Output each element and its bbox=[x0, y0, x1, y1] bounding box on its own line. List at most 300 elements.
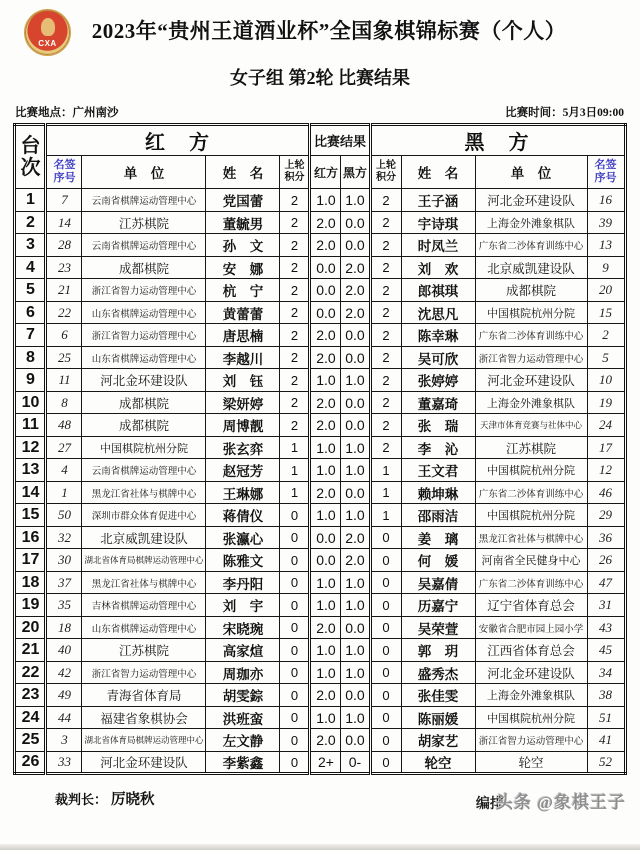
board-number: 19 bbox=[15, 594, 46, 617]
red-prev-score: 2 bbox=[280, 346, 310, 369]
black-seed-number: 29 bbox=[587, 504, 625, 527]
red-unit: 河北金环建设队 bbox=[82, 369, 206, 392]
cxa-logo-icon bbox=[24, 9, 71, 56]
board-number: 8 bbox=[15, 346, 46, 369]
red-seed-number: 44 bbox=[46, 706, 82, 729]
red-prev-score: 2 bbox=[280, 189, 310, 212]
black-seed-number: 41 bbox=[587, 729, 625, 752]
black-prev-score: 0 bbox=[370, 526, 401, 549]
red-player-name: 洪班蛮 bbox=[206, 706, 280, 729]
black-unit: 黑龙江省社体与棋牌中心 bbox=[475, 526, 587, 549]
black-result: 0.0 bbox=[341, 414, 370, 437]
board-number: 21 bbox=[15, 639, 46, 662]
red-unit: 福建省象棋协会 bbox=[82, 706, 206, 729]
red-player-name: 张玄弈 bbox=[206, 436, 280, 459]
black-player-name: 王子涵 bbox=[401, 189, 475, 212]
red-player-name: 梁妍婷 bbox=[206, 391, 280, 414]
board-number: 6 bbox=[15, 301, 46, 324]
black-result: 0.0 bbox=[341, 324, 370, 347]
black-unit: 上海金外滩象棋队 bbox=[475, 684, 587, 707]
black-player-name: 陈丽媛 bbox=[401, 706, 475, 729]
black-prev-score: 2 bbox=[370, 234, 401, 257]
red-unit: 深圳市群众体育促进中心 bbox=[82, 504, 206, 527]
black-player-name: 邵雨洁 bbox=[401, 504, 475, 527]
red-prev-score: 0 bbox=[280, 684, 310, 707]
table-head bbox=[15, 125, 625, 189]
board-number: 7 bbox=[15, 324, 46, 347]
black-unit: 河北金环建设队 bbox=[475, 661, 587, 684]
red-prev-score: 0 bbox=[280, 706, 310, 729]
black-result: 0.0 bbox=[341, 234, 370, 257]
black-unit: 轮空 bbox=[475, 751, 587, 774]
red-seed-number: 21 bbox=[46, 279, 82, 302]
red-prev-score: 0 bbox=[280, 504, 310, 527]
black-result: 0.0 bbox=[341, 616, 370, 639]
table-row bbox=[15, 391, 625, 414]
red-prev-score: 0 bbox=[280, 526, 310, 549]
black-seed-number: 31 bbox=[587, 594, 625, 617]
black-result: 0.0 bbox=[341, 391, 370, 414]
red-prev-score: 0 bbox=[280, 616, 310, 639]
black-prev-score: 2 bbox=[370, 391, 401, 414]
table-row bbox=[15, 279, 625, 302]
board-number: 23 bbox=[15, 684, 46, 707]
red-player-name: 李越川 bbox=[206, 346, 280, 369]
red-prev-score: 0 bbox=[280, 594, 310, 617]
black-seed-number: 17 bbox=[587, 436, 625, 459]
red-result: 0.0 bbox=[310, 279, 341, 302]
board-number: 3 bbox=[15, 234, 46, 257]
red-prev-score: 0 bbox=[280, 639, 310, 662]
black-unit: 辽宁省体育总会 bbox=[475, 594, 587, 617]
board-number: 18 bbox=[15, 571, 46, 594]
red-prev-score: 0 bbox=[280, 729, 310, 752]
black-player-name: 宇诗琪 bbox=[401, 211, 475, 234]
black-result: 1.0 bbox=[341, 661, 370, 684]
red-unit-header: 单 位 bbox=[82, 156, 206, 189]
chief-referee bbox=[55, 788, 155, 809]
red-seed-number: 35 bbox=[46, 594, 82, 617]
black-unit: 成都棋院 bbox=[475, 279, 587, 302]
red-unit: 黑龙江省社体与棋牌中心 bbox=[82, 571, 206, 594]
venue-value: 广州南沙 bbox=[72, 107, 119, 120]
red-seed-number: 28 bbox=[46, 234, 82, 257]
black-unit: 中国棋院杭州分院 bbox=[475, 706, 587, 729]
board-number: 2 bbox=[15, 211, 46, 234]
red-seed-number: 50 bbox=[46, 504, 82, 527]
red-result: 0.0 bbox=[310, 526, 341, 549]
red-unit: 青海省体育局 bbox=[82, 684, 206, 707]
table-row bbox=[15, 706, 625, 729]
red-unit: 山东省棋牌运动管理中心 bbox=[82, 616, 206, 639]
black-result: 1.0 bbox=[341, 504, 370, 527]
red-result: 1.0 bbox=[310, 706, 341, 729]
logo-cxa-text: CXA bbox=[38, 39, 57, 48]
black-prev-score: 1 bbox=[370, 481, 401, 504]
black-prev-score: 2 bbox=[370, 414, 401, 437]
red-result: 1.0 bbox=[310, 504, 341, 527]
red-player-name: 宋晓琬 bbox=[206, 616, 280, 639]
black-prev-score: 2 bbox=[370, 301, 401, 324]
red-prev-score: 2 bbox=[280, 279, 310, 302]
red-result: 1.0 bbox=[310, 436, 341, 459]
venue-label: 比赛地点： bbox=[15, 107, 73, 120]
board-number: 13 bbox=[15, 459, 46, 482]
red-player-name: 胡雯錝 bbox=[206, 684, 280, 707]
red-prev-score: 0 bbox=[280, 661, 310, 684]
black-unit: 河北金环建设队 bbox=[475, 189, 587, 212]
black-unit: 安徽省合肥市园上园小学 bbox=[475, 616, 587, 639]
red-seed-number: 48 bbox=[46, 414, 82, 437]
red-player-name: 周博靓 bbox=[206, 414, 280, 437]
red-seed-number: 27 bbox=[46, 436, 82, 459]
red-seed-number: 49 bbox=[46, 684, 82, 707]
red-result: 2.0 bbox=[310, 481, 341, 504]
black-unit: 广东省二沙体育训练中心 bbox=[475, 571, 587, 594]
table-row bbox=[15, 189, 625, 212]
board-number: 10 bbox=[15, 391, 46, 414]
black-unit: 河南省全民健身中心 bbox=[475, 549, 587, 572]
black-result: 2.0 bbox=[341, 279, 370, 302]
red-result: 2.0 bbox=[310, 684, 341, 707]
black-seed-number: 20 bbox=[587, 279, 625, 302]
red-prev-score: 1 bbox=[280, 459, 310, 482]
red-seed-number: 1 bbox=[46, 481, 82, 504]
black-unit: 北京威凯建设队 bbox=[475, 256, 587, 279]
black-result: 0.0 bbox=[341, 346, 370, 369]
red-player-name: 黄蕾蕾 bbox=[206, 301, 280, 324]
black-result: 0.0 bbox=[341, 211, 370, 234]
red-seed-header: 名签序号 bbox=[46, 156, 82, 189]
black-player-name: 吴荣萱 bbox=[401, 616, 475, 639]
table-row bbox=[15, 256, 625, 279]
black-name-header: 姓 名 bbox=[401, 156, 475, 189]
red-player-name: 高家煊 bbox=[206, 639, 280, 662]
red-prev-score: 2 bbox=[280, 234, 310, 257]
black-seed-number: 51 bbox=[587, 706, 625, 729]
board-number: 25 bbox=[15, 729, 46, 752]
red-result: 1.0 bbox=[310, 189, 341, 212]
table-row bbox=[15, 369, 625, 392]
black-unit: 中国棋院杭州分院 bbox=[475, 301, 587, 324]
red-seed-number: 6 bbox=[46, 324, 82, 347]
black-result: 0.0 bbox=[341, 684, 370, 707]
red-result: 0.0 bbox=[310, 256, 341, 279]
red-unit: 河北金环建设队 bbox=[82, 751, 206, 774]
red-unit: 江苏棋院 bbox=[82, 211, 206, 234]
black-player-name: 赖坤琳 bbox=[401, 481, 475, 504]
black-seed-number: 2 bbox=[587, 324, 625, 347]
red-unit: 山东省棋牌运动管理中心 bbox=[82, 346, 206, 369]
board-number: 4 bbox=[15, 256, 46, 279]
red-unit: 吉林省棋牌运动管理中心 bbox=[82, 594, 206, 617]
red-prev-score: 2 bbox=[280, 391, 310, 414]
table-row bbox=[15, 549, 625, 572]
black-seed-number: 5 bbox=[587, 346, 625, 369]
black-player-name: 张 瑞 bbox=[401, 414, 475, 437]
black-player-name: 郎祺琪 bbox=[401, 279, 475, 302]
red-prev-score: 0 bbox=[280, 549, 310, 572]
red-unit: 成都棋院 bbox=[82, 256, 206, 279]
red-prev-score: 2 bbox=[280, 324, 310, 347]
red-result: 2.0 bbox=[310, 211, 341, 234]
red-player-name: 李紫鑫 bbox=[206, 751, 280, 774]
black-prev-score: 0 bbox=[370, 549, 401, 572]
black-result: 1.0 bbox=[341, 639, 370, 662]
black-seed-number: 52 bbox=[587, 751, 625, 774]
black-prev-score: 2 bbox=[370, 436, 401, 459]
black-seed-number: 46 bbox=[587, 481, 625, 504]
black-seed-number: 47 bbox=[587, 571, 625, 594]
black-result: 0- bbox=[341, 751, 370, 774]
red-result: 1.0 bbox=[310, 594, 341, 617]
board-number: 26 bbox=[15, 751, 46, 774]
red-result: 1.0 bbox=[310, 639, 341, 662]
table-row bbox=[15, 481, 625, 504]
red-unit: 山东省棋牌运动管理中心 bbox=[82, 301, 206, 324]
time-label: 比赛时间： bbox=[505, 107, 563, 120]
black-seed-number: 19 bbox=[587, 391, 625, 414]
black-unit: 中国棋院杭州分院 bbox=[475, 459, 587, 482]
black-seed-number: 43 bbox=[587, 616, 625, 639]
red-prev-score: 2 bbox=[280, 256, 310, 279]
black-result: 2.0 bbox=[341, 256, 370, 279]
footer bbox=[55, 788, 626, 813]
table-row bbox=[15, 459, 625, 482]
toutiao-watermark: 头条 @象棋王子 bbox=[495, 793, 626, 813]
black-seed-number: 36 bbox=[587, 526, 625, 549]
black-prev-score: 2 bbox=[370, 346, 401, 369]
red-name-header: 姓 名 bbox=[206, 156, 280, 189]
black-unit: 上海金外滩象棋队 bbox=[475, 391, 587, 414]
black-prev-score: 0 bbox=[370, 751, 401, 774]
table-row bbox=[15, 414, 625, 437]
table-row bbox=[15, 324, 625, 347]
black-prev-score: 0 bbox=[370, 661, 401, 684]
black-player-name: 王文君 bbox=[401, 459, 475, 482]
black-unit: 江西省体育总会 bbox=[475, 639, 587, 662]
referee-label: 裁判长： bbox=[55, 792, 108, 808]
red-player-name: 孙 文 bbox=[206, 234, 280, 257]
black-prev-header: 上轮积分 bbox=[370, 156, 401, 189]
red-result: 2.0 bbox=[310, 346, 341, 369]
board-number: 22 bbox=[15, 661, 46, 684]
table-row bbox=[15, 301, 625, 324]
board-number: 5 bbox=[15, 279, 46, 302]
round-subtitle: 女子组 第2轮 比赛结果 bbox=[230, 68, 410, 89]
black-prev-score: 1 bbox=[370, 459, 401, 482]
red-result: 2+ bbox=[310, 751, 341, 774]
black-result: 1.0 bbox=[341, 189, 370, 212]
red-prev-score: 0 bbox=[280, 751, 310, 774]
red-seed-number: 40 bbox=[46, 639, 82, 662]
red-result: 1.0 bbox=[310, 459, 341, 482]
red-prev-score: 1 bbox=[280, 436, 310, 459]
red-seed-number: 22 bbox=[46, 301, 82, 324]
red-result: 2.0 bbox=[310, 324, 341, 347]
black-result: 1.0 bbox=[341, 706, 370, 729]
board-number: 14 bbox=[15, 481, 46, 504]
black-seed-number: 15 bbox=[587, 301, 625, 324]
black-prev-score: 2 bbox=[370, 324, 401, 347]
table-row bbox=[15, 211, 625, 234]
match-time bbox=[505, 104, 624, 120]
red-side-header: 红 方 bbox=[46, 125, 310, 156]
venue bbox=[15, 104, 119, 120]
red-seed-number: 37 bbox=[46, 571, 82, 594]
scan-edge-strip bbox=[0, 844, 640, 850]
logo-figure-icon bbox=[41, 18, 55, 36]
red-unit: 浙江省智力运动管理中心 bbox=[82, 324, 206, 347]
black-prev-score: 0 bbox=[370, 594, 401, 617]
red-result: 1.0 bbox=[310, 571, 341, 594]
red-seed-number: 4 bbox=[46, 459, 82, 482]
red-result: 2.0 bbox=[310, 729, 341, 752]
red-result: 2.0 bbox=[310, 414, 341, 437]
red-result: 2.0 bbox=[310, 391, 341, 414]
black-player-name: 董嘉琦 bbox=[401, 391, 475, 414]
red-unit: 浙江省智力运动管理中心 bbox=[82, 661, 206, 684]
red-player-name: 刘 宇 bbox=[206, 594, 280, 617]
black-result: 2.0 bbox=[341, 549, 370, 572]
arranger-line bbox=[476, 788, 626, 813]
red-unit: 浙江省智力运动管理中心 bbox=[82, 279, 206, 302]
black-prev-score: 0 bbox=[370, 729, 401, 752]
board-number: 12 bbox=[15, 436, 46, 459]
black-seed-number: 13 bbox=[587, 234, 625, 257]
black-unit: 浙江省智力运动管理中心 bbox=[475, 729, 587, 752]
black-seed-header: 名签序号 bbox=[587, 156, 625, 189]
red-seed-number: 42 bbox=[46, 661, 82, 684]
result-black-header: 黑方 bbox=[341, 156, 370, 189]
red-player-name: 安 娜 bbox=[206, 256, 280, 279]
col-board-header: 台次 bbox=[15, 125, 46, 189]
red-unit: 中国棋院杭州分院 bbox=[82, 436, 206, 459]
black-seed-number: 34 bbox=[587, 661, 625, 684]
board-number: 17 bbox=[15, 549, 46, 572]
black-player-name: 陈幸琳 bbox=[401, 324, 475, 347]
black-player-name: 张婷婷 bbox=[401, 369, 475, 392]
table-row bbox=[15, 436, 625, 459]
table-row bbox=[15, 504, 625, 527]
red-unit: 湖北省体育局棋牌运动管理中心 bbox=[82, 549, 206, 572]
red-seed-number: 18 bbox=[46, 616, 82, 639]
black-result: 2.0 bbox=[341, 301, 370, 324]
black-player-name: 轮空 bbox=[401, 751, 475, 774]
red-player-name: 李丹阳 bbox=[206, 571, 280, 594]
meta-row bbox=[15, 104, 624, 120]
black-player-name: 刘 欢 bbox=[401, 256, 475, 279]
red-seed-number: 30 bbox=[46, 549, 82, 572]
red-prev-header: 上轮积分 bbox=[280, 156, 310, 189]
red-player-name: 周珈亦 bbox=[206, 661, 280, 684]
red-seed-number: 3 bbox=[46, 729, 82, 752]
black-unit-header: 单 位 bbox=[475, 156, 587, 189]
black-prev-score: 2 bbox=[370, 189, 401, 212]
black-seed-number: 24 bbox=[587, 414, 625, 437]
black-prev-score: 1 bbox=[370, 504, 401, 527]
table-row bbox=[15, 526, 625, 549]
red-unit: 江苏棋院 bbox=[82, 639, 206, 662]
black-player-name: 吴可欣 bbox=[401, 346, 475, 369]
red-player-name: 张瀛心 bbox=[206, 526, 280, 549]
black-player-name: 何 媛 bbox=[401, 549, 475, 572]
red-player-name: 蒋倩仪 bbox=[206, 504, 280, 527]
black-seed-number: 39 bbox=[587, 211, 625, 234]
table-row bbox=[15, 594, 625, 617]
black-player-name: 郭 玥 bbox=[401, 639, 475, 662]
table-row bbox=[15, 661, 625, 684]
red-player-name: 王琳娜 bbox=[206, 481, 280, 504]
black-seed-number: 45 bbox=[587, 639, 625, 662]
black-unit: 浙江省智力运动管理中心 bbox=[475, 346, 587, 369]
red-result: 2.0 bbox=[310, 616, 341, 639]
black-player-name: 时凤兰 bbox=[401, 234, 475, 257]
red-prev-score: 2 bbox=[280, 414, 310, 437]
board-number: 20 bbox=[15, 616, 46, 639]
black-result: 1.0 bbox=[341, 369, 370, 392]
black-prev-score: 0 bbox=[370, 684, 401, 707]
black-seed-number: 16 bbox=[587, 189, 625, 212]
page-title: 2023年“贵州王道酒业杯”全国象棋锦标赛（个人） bbox=[91, 19, 567, 43]
black-seed-number: 12 bbox=[587, 459, 625, 482]
black-prev-score: 0 bbox=[370, 639, 401, 662]
black-unit: 中国棋院杭州分院 bbox=[475, 504, 587, 527]
red-unit: 黑龙江省社体与棋牌中心 bbox=[82, 481, 206, 504]
table-row bbox=[15, 751, 625, 774]
black-prev-score: 0 bbox=[370, 706, 401, 729]
black-unit: 河北金环建设队 bbox=[475, 369, 587, 392]
red-result: 1.0 bbox=[310, 369, 341, 392]
black-prev-score: 2 bbox=[370, 279, 401, 302]
red-player-name: 党国蕾 bbox=[206, 189, 280, 212]
table-row bbox=[15, 729, 625, 752]
black-result: 0.0 bbox=[341, 729, 370, 752]
black-player-name: 李 沁 bbox=[401, 436, 475, 459]
table-row bbox=[15, 234, 625, 257]
time-value: 5月3日09:00 bbox=[562, 107, 624, 120]
red-seed-number: 32 bbox=[46, 526, 82, 549]
red-unit: 云南省棋牌运动管理中心 bbox=[82, 234, 206, 257]
board-number: 15 bbox=[15, 504, 46, 527]
red-seed-number: 23 bbox=[46, 256, 82, 279]
red-player-name: 唐思楠 bbox=[206, 324, 280, 347]
board-number: 24 bbox=[15, 706, 46, 729]
table-row bbox=[15, 571, 625, 594]
result-group-header: 比赛结果 bbox=[310, 125, 370, 156]
black-unit: 上海金外滩象棋队 bbox=[475, 211, 587, 234]
red-unit: 北京威凯建设队 bbox=[82, 526, 206, 549]
black-prev-score: 0 bbox=[370, 571, 401, 594]
black-player-name: 盛秀杰 bbox=[401, 661, 475, 684]
red-seed-number: 7 bbox=[46, 189, 82, 212]
red-prev-score: 1 bbox=[280, 481, 310, 504]
red-result: 1.0 bbox=[310, 661, 341, 684]
board-number: 11 bbox=[15, 414, 46, 437]
table-row bbox=[15, 346, 625, 369]
red-prev-score: 0 bbox=[280, 571, 310, 594]
black-player-name: 历嘉宁 bbox=[401, 594, 475, 617]
red-player-name: 左文静 bbox=[206, 729, 280, 752]
red-player-name: 赵冠芳 bbox=[206, 459, 280, 482]
black-unit: 江苏棋院 bbox=[475, 436, 587, 459]
red-result: 0.0 bbox=[310, 549, 341, 572]
red-player-name: 刘 钰 bbox=[206, 369, 280, 392]
red-result: 2.0 bbox=[310, 234, 341, 257]
black-seed-number: 26 bbox=[587, 549, 625, 572]
black-player-name: 胡家艺 bbox=[401, 729, 475, 752]
black-side-header: 黑 方 bbox=[370, 125, 625, 156]
